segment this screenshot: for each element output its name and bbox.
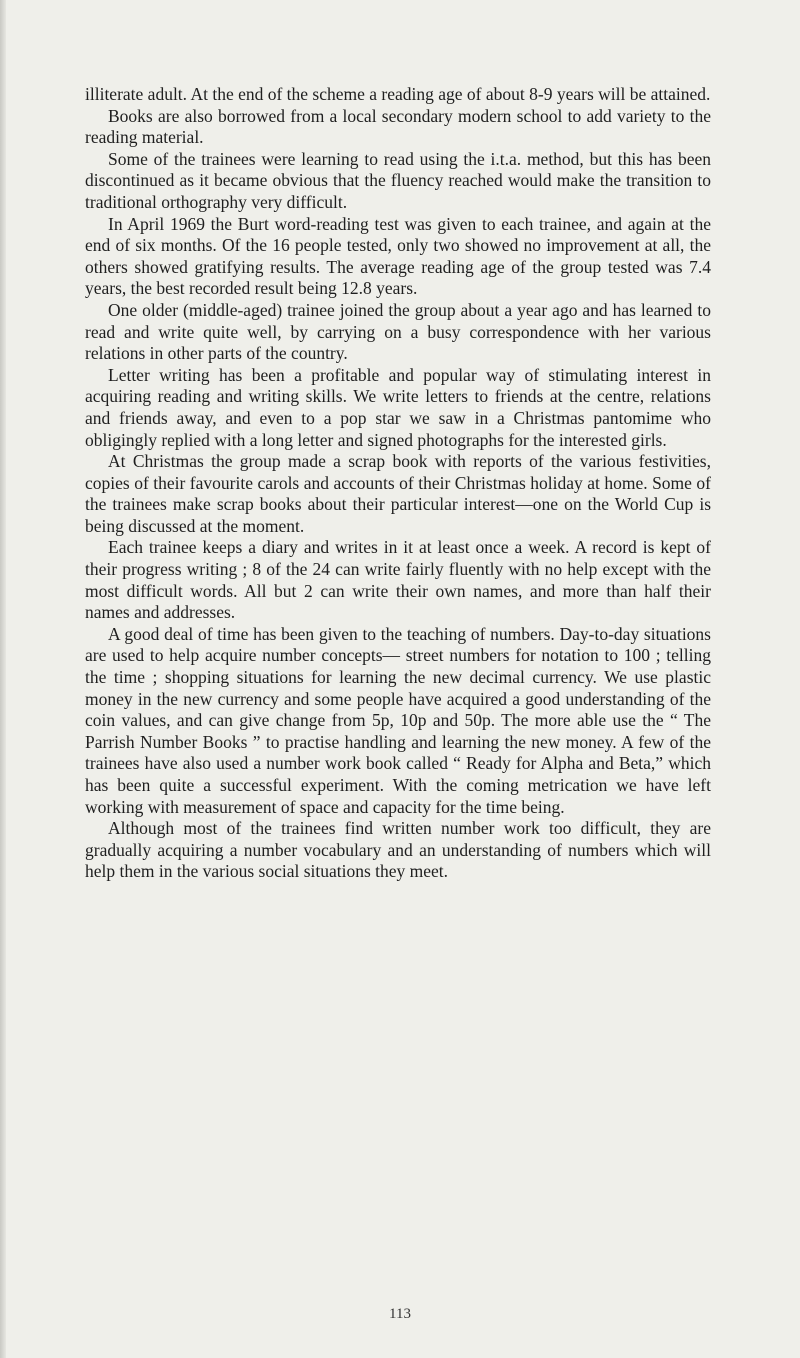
paragraph-6: Letter writing has been a profitable and popular way of stimulating interest in acquiring reading and writing skills. We write letters to friends at the centre, relations and friends away, and even to a pop star we saw in a Christmas pantomime who obligingly replied with a long letter and signed photographs for the interested girls. <box>85 364 711 450</box>
paragraph-1: illiterate adult. At the end of the scheme a reading age of about 8-9 years will be attained. <box>85 84 711 104</box>
paragraph-2: Books are also borrowed from a local secondary modern school to add variety to the reading material. <box>85 105 711 148</box>
paragraph-5: One older (middle-aged) trainee joined the group about a year ago and has learned to read and write quite well, by carrying on a busy correspondence with her various relations in other parts of the country. <box>85 299 711 364</box>
paragraph-4: In April 1969 the Burt word-reading test was given to each trainee, and again at the end of six months. Of the 16 people tested, only two showed no improvement at all, the others showed gratifying results. The average reading age of the group tested was 7.4 years, the best recorded result being 12.8 years. <box>85 213 711 299</box>
page-edge-shadow <box>0 0 6 1358</box>
paragraph-9: A good deal of time has been given to the teaching of numbers. Day-to-day situations are used to help acquire number concepts— street numbers for notation to 100 ; telling the time ; shopping situations for learning the new decimal currency. We use plastic money in the new currency and some people have acquired a good understanding of the coin values, and can give change from 5p, 10p and 50p. The more able use the “ The Parrish Number Books ” to practise handling and learning the new money. A few of the trainees have also used a number work book called “ Ready for Alpha and Beta,” which has been quite a successful experiment. With the coming metrication we have left working with measurement of space and capacity for the time being. <box>85 623 711 817</box>
body-text <box>85 84 711 883</box>
paragraph-8: Each trainee keeps a diary and writes in it at least once a week. A record is kept of their progress writing ; 8 of the 24 can write fairly fluently with no help except with the most difficult words. All but 2 can write their own names, and more than half their names and addresses. <box>85 537 711 623</box>
paragraph-7: At Christmas the group made a scrap book with reports of the various festivities, copies of their favourite carols and accounts of their Christmas holiday at home. Some of the trainees make scrap books about their particular interest—one on the World Cup is being discussed at the moment. <box>85 451 711 536</box>
paragraph-3: Some of the trainees were learning to read using the i.t.a. method, but this has been discontinued as it became obvious that the fluency reached would make the transition to traditional orthography very difficult. <box>85 148 711 212</box>
page-number: 113 <box>389 1306 411 1322</box>
paragraph-10: Although most of the trainees find written number work too difficult, they are gradually acquiring a number vocabulary and an understanding of numbers which will help them in the various social situations they meet. <box>85 818 711 882</box>
